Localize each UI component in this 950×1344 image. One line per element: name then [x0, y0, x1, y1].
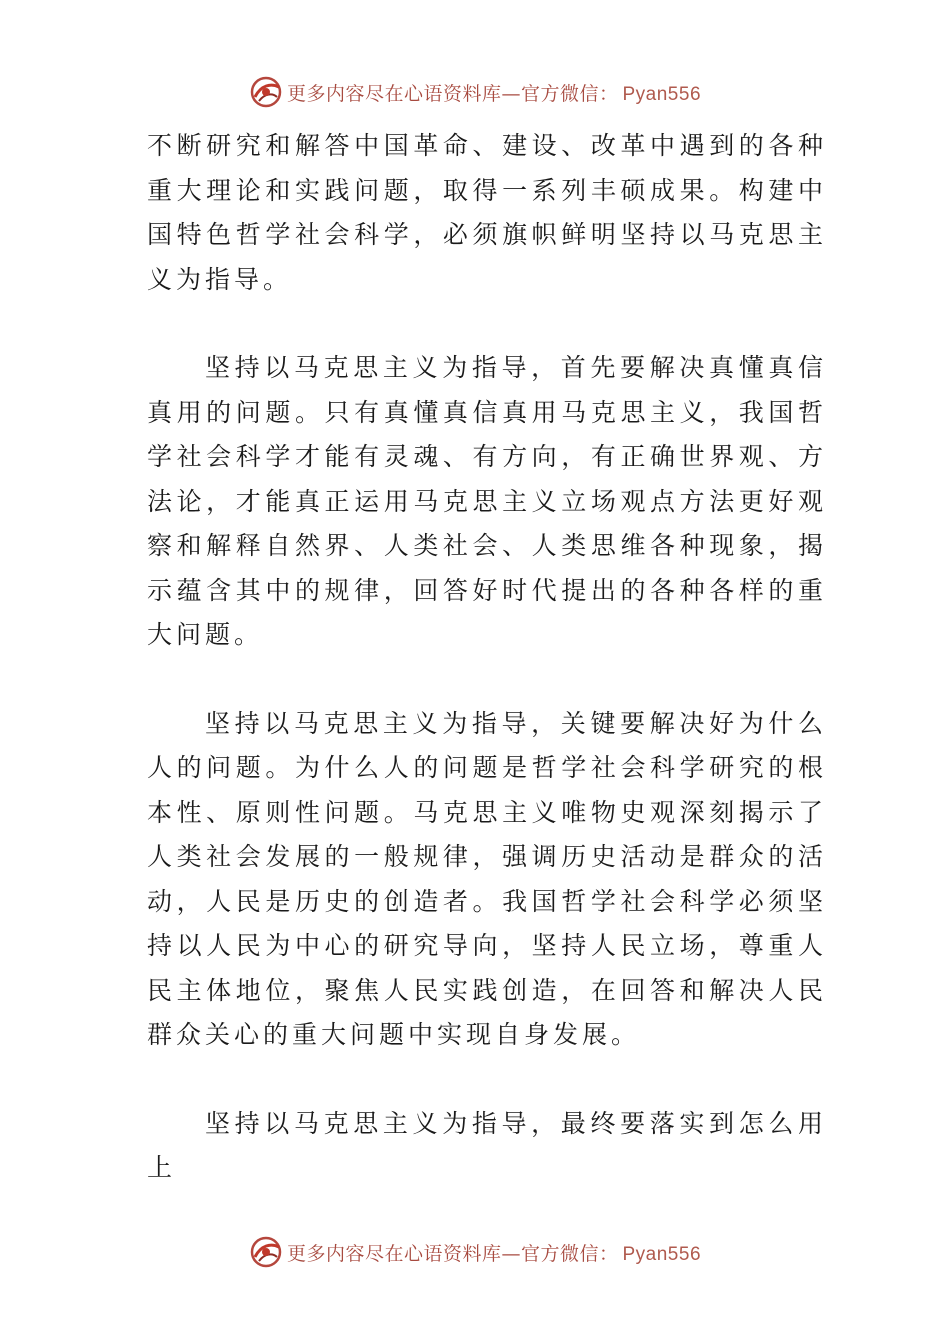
- red-swirl-logo-icon: [249, 75, 283, 109]
- red-swirl-logo-icon: [249, 1235, 283, 1269]
- paragraph-4: 坚持以马克思主义为指导，最终要落实到怎么用上: [147, 1108, 827, 1182]
- banner-library-text: 更多内容尽在心语资料库—官方微信：: [286, 82, 619, 105]
- banner-wechat-id: Pyan556: [622, 83, 702, 105]
- banner-text: [287, 1239, 701, 1266]
- banner-text: [287, 79, 701, 106]
- paragraph-2: 坚持以马克思主义为指导，首先要解决真懂真信真用的问题。只有真懂真信真用马克思主义，我国哲学社会科学才能有灵魂、有方向，有正确世界观、方法论，才能真正运用马克思主义立场观点方法更好观察和解释自然界、人类社会、人类思维各种现象，揭示蕴含其中的规律，回答好时代提出的各种各样的重大问题。: [147, 353, 827, 649]
- document-body: [147, 124, 827, 1191]
- paragraph-1: 不断研究和解答中国革命、建设、改革中遇到的各种重大理论和实践问题，取得一系列丰硕成果。构建中国特色哲学社会科学，必须旗帜鲜明坚持以马克思主义为指导。: [147, 131, 827, 294]
- paragraph-3: 坚持以马克思主义为指导，关键要解决好为什么人的问题。为什么人的问题是哲学社会科学研究的根本性、原则性问题。马克思主义唯物史观深刻揭示了人类社会发展的一般规律，强调历史活动是群众的活动，人民是历史的创造者。我国哲学社会科学必须坚持以人民为中心的研究导向，坚持人民立场，尊重人民主体地位，聚焦人民实践创造，在回答和解决人民群众关心的重大问题中实现自身发展。: [147, 708, 827, 1049]
- banner-library-text: 更多内容尽在心语资料库—官方微信：: [286, 1242, 619, 1265]
- banner-wechat-id: Pyan556: [622, 1243, 702, 1265]
- header-banner: [0, 72, 950, 112]
- footer-banner: [0, 1232, 950, 1272]
